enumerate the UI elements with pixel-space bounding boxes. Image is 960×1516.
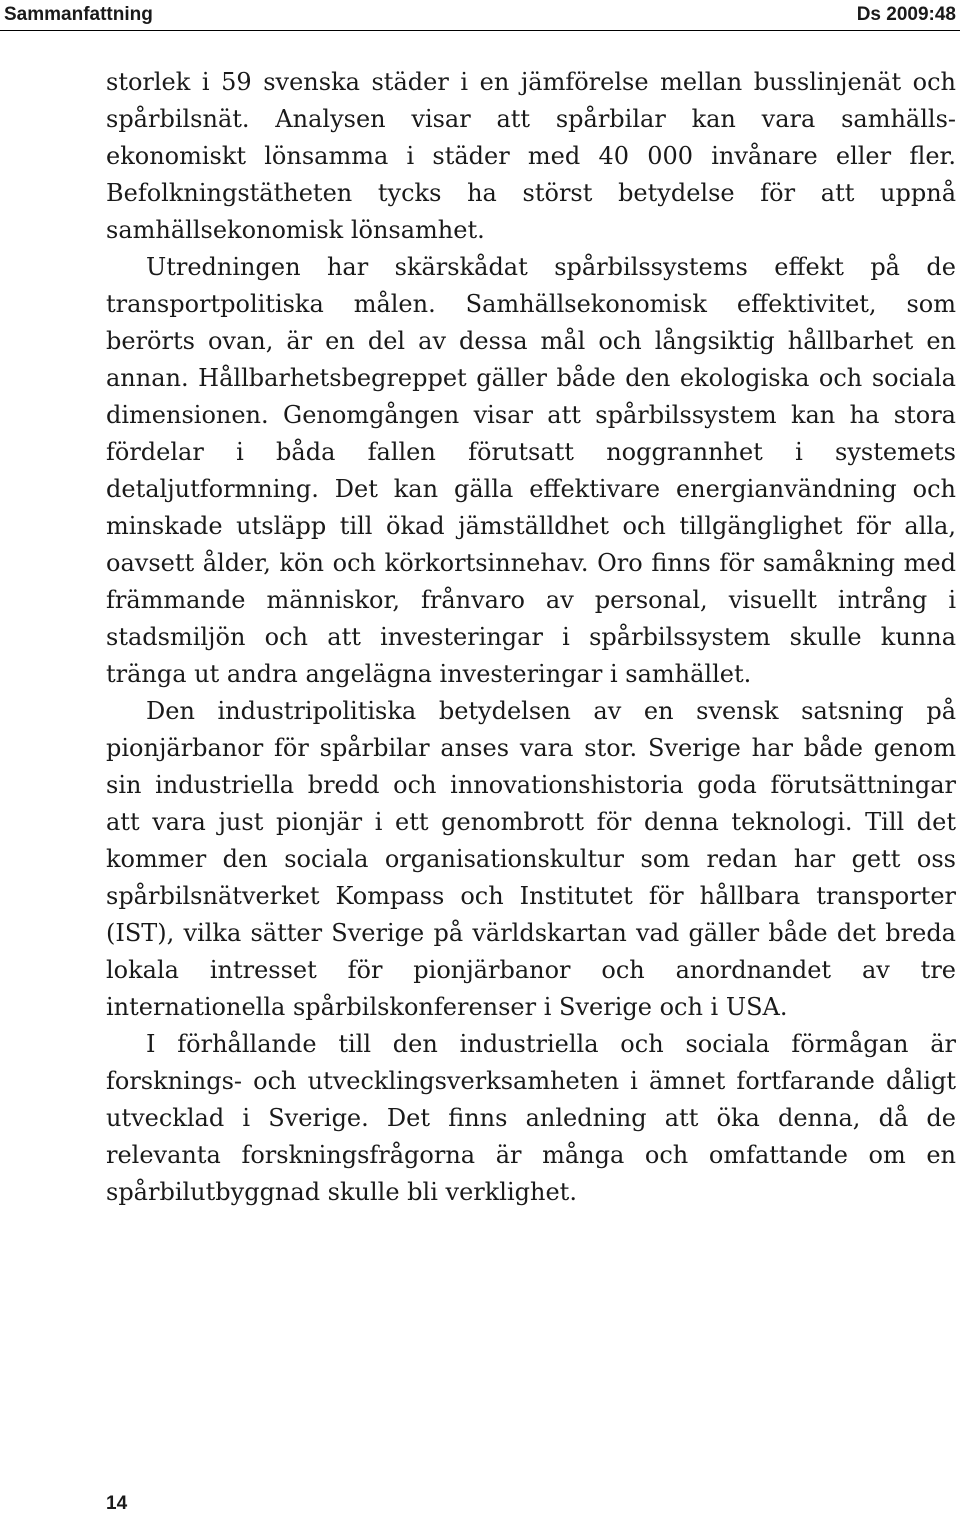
running-header	[0, 0, 960, 31]
paragraph-3: Den industripolitiska betydelsen av en svensk satsning på pionjärbanor för spårbilar anses vara stor. Sverige har både genom sin industriella bredd och innovationshistoria goda förutsättningar att vara just pionjär i ett genombrott för denna teknologi. Till det kommer den sociala organisationskultur som redan har gett oss spårbilsnätverket Kompass och Institutet för hållbara transporter (IST), vilka sätter Sverige på världskartan vad gäller både det breda lokala intresset för pionjärbanor och anordnandet av tre internationella spårbilskonferenser i Sverige och i USA.	[106, 697, 956, 1021]
paragraph-2: Utredningen har skärskådat spårbilssystems effekt på de transportpolitiska målen. Samhällsekonomisk effektivitet, som berörts ovan, är en del av dessa mål och långsiktig hållbarhet en annan. Hållbarhetsbegreppet gäller både den ekologiska och sociala dimensionen. Genomgången visar att spårbilssystem kan ha stora fördelar i båda fallen förutsatt noggrannhet i systemets detaljutformning. Det kan gälla effektivare energianvändning och minskade utsläpp till ökad jämställdhet och tillgänglighet för alla, oavsett ålder, kön och körkortsinnehav. Oro finns för samåkning med främmande människor, frånvaro av personal, visuellt intrång i stadsmiljön och att investeringar i spårbilssystem skulle kunna tränga ut andra angelägna investeringar i samhället.	[106, 253, 956, 688]
document-number: Ds 2009:48	[856, 4, 956, 25]
paragraph-4: I förhållande till den industriella och sociala förmågan är forsknings- och utvecklingsverksamheten i ämnet fortfarande dåligt utvecklad i Sverige. Det finns anledning att öka denna, då de relevanta forskningsfrågorna är många och omfattande om en spårbilutbyggnad skulle bli verklighet.	[106, 1030, 956, 1206]
page-number: 14	[106, 1493, 128, 1514]
body-text	[106, 64, 956, 1211]
paragraph-1: storlek i 59 svenska städer i en jämförelse mellan busslinjenät och spårbilsnät. Analysen visar att spårbilar kan vara samhällsekonomiskt lönsamma i städer med 40 000 invånare eller fler. Befolkningstätheten tycks ha störst betydelse för att uppnå samhällsekonomisk lönsamhet.	[106, 68, 956, 244]
section-title: Sammanfattning	[4, 4, 153, 25]
